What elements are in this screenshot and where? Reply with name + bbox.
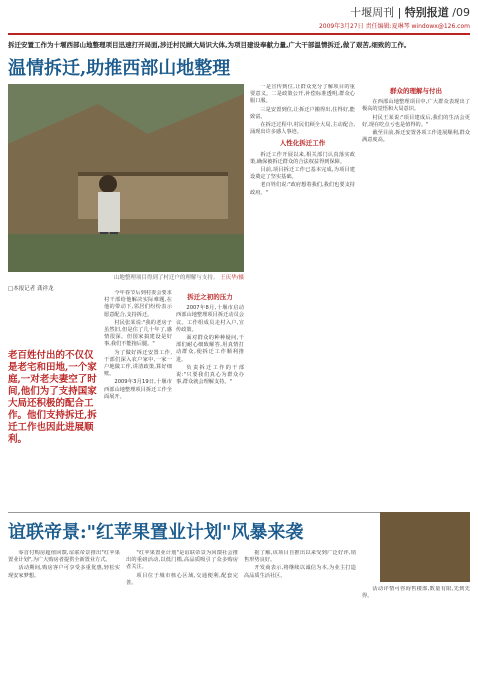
paragraph: 三是安置到位,让拆迁户搬得出,住得好,能致富。	[250, 106, 355, 120]
article-column-4	[362, 84, 470, 510]
section-name: 特别报道	[404, 6, 449, 19]
article-photo	[8, 84, 244, 272]
ad-photo	[380, 512, 470, 582]
pull-quote: 老百姓付出的不仅仅是老宅和田地,一个家庭,一对老夫妻空了时间,他们为了支持国家大局还积极的配合工作。他们支持拆迁,拆迁工作也因此进展顺利。	[8, 350, 97, 445]
paragraph: 今年春节后到村委会要求村干部给他解决实际难题,在他的带动下,邻居们纷纷表示愿意配合,支持拆迁。	[104, 290, 172, 318]
article-column-3	[250, 84, 355, 510]
paragraph: 目前,项目拆迁工作已基本完成,为项目建设奠定了坚实基础。	[250, 167, 355, 181]
photo-credit: 王庆华/摄	[220, 275, 244, 281]
paragraph: 村民王某说:"项目建成后,我们的生活会更好,现在吃点亏也是值得的。"	[362, 114, 470, 128]
paragraph: 开发商表示,将继续以诚信为本,为业主打造高品质生活社区。	[244, 565, 356, 579]
article-headline: 温情拆迁,助推西部山地整理	[8, 58, 231, 79]
paragraph: 活动期间,购房客户可享受多重优惠,轻松实现安家梦想。	[8, 565, 120, 579]
paper-name: 十堰周刊	[350, 6, 395, 19]
article-kicker: 拆迁安置工作为十堰西部山地整理项目迅速打开局面,涉迁村民顾大局识大体,为项目建设奉献力量,广大干部温情拆迁,做了艰苦,细致的工作。	[8, 41, 411, 49]
paragraph: 2009年3月19日,十堰市西部山地整理项目拆迁工作全面展开。	[104, 379, 172, 400]
masthead-title: 十堰周刊 | 特别报道 /09	[350, 6, 470, 19]
photo-caption	[8, 273, 244, 281]
paragraph: 老百姓们说:"政府想着我们,我们也要支持政府。"	[250, 182, 355, 196]
paragraph: 活动详情可咨询售楼部,数量有限,先到先得。	[362, 586, 470, 600]
paragraph: 2007年8月,十堰市启动西部山地整理项目拆迁动员会议。工作组成员走村入户,宣传政策。	[176, 305, 244, 333]
masthead-rule	[8, 33, 470, 35]
ad-column-4	[362, 586, 470, 690]
masthead-meta: 2009年3月27日 责任编辑:夏琳琴 windowx@126.com	[318, 23, 470, 30]
paragraph: 为了做好拆迁安置工作,干部们深入农户家中,一家一户地做工作,讲清政策,算好细账。	[104, 349, 172, 378]
ad-headline: 谊联帝景:"红苹果置业计划"风暴来袭	[8, 522, 304, 543]
paragraph: 负责拆迁工作的干部说:"只要我们真心为群众办事,群众就会理解支持。"	[176, 364, 244, 386]
ad-column-2	[126, 550, 238, 690]
photo-illustration	[8, 84, 244, 272]
paragraph: 村民张某说:"我的老房子虽然旧,但是住了几十年了,感情很深。但国家搞建设是好事,我们不能拖后腿。"	[104, 319, 172, 348]
paragraph: 零首付购房超值回馈,谊联帝景推出"红苹果置业计划",为广大购房者提供全新置业方式。	[8, 550, 120, 564]
paragraph: 一是宣传到位,让群众充分了解项目的重要意义。二是政策公开,补偿标准透明,群众心服口服。	[250, 84, 355, 105]
article-column-2	[176, 290, 244, 510]
paragraph: 截至目前,拆迁安置各项工作进展顺利,群众满意度高。	[362, 130, 470, 144]
subhead: 拆迁之初的压力	[187, 293, 233, 301]
masthead	[319, 4, 470, 30]
subhead: 人性化拆迁工作	[279, 139, 326, 148]
paragraph: 拆迁工作开展以来,相关部门认真落实政策,确保被拆迁群众的合法权益得到保障。	[250, 151, 355, 165]
subhead: 群众的理解与付出	[390, 87, 442, 95]
paragraph: 项目位于城市核心区域,交通便利,配套完善。	[126, 572, 238, 586]
paragraph: 在拆迁过程中,村民们顾全大局,主动配合,涌现出许多感人事迹。	[250, 122, 355, 136]
paragraph: "红苹果置业计划"是谊联帝景为回馈社会推出的重磅活动,以低门槛,高品质吸引了众多购房者关注。	[126, 550, 238, 571]
ad-column-1	[8, 550, 120, 690]
ad-column-3	[244, 550, 356, 690]
paragraph: 据了解,该项目自推出以来受到广泛好评,销售形势良好。	[244, 550, 356, 564]
page-number: /09	[452, 6, 470, 19]
article-column-1	[104, 290, 172, 510]
paragraph: 在西部山地整理项目中,广大群众表现出了极高的觉悟和大局意识。	[362, 99, 470, 113]
byline: □本报记者 龚祥龙	[8, 286, 54, 292]
paragraph: 面对群众的种种疑问,干部们耐心细致解答,用真情打动群众,使拆迁工作顺利推进。	[176, 335, 244, 363]
caption-text: 山地整理项目得到了村迁户的理解与支持。	[113, 275, 219, 281]
